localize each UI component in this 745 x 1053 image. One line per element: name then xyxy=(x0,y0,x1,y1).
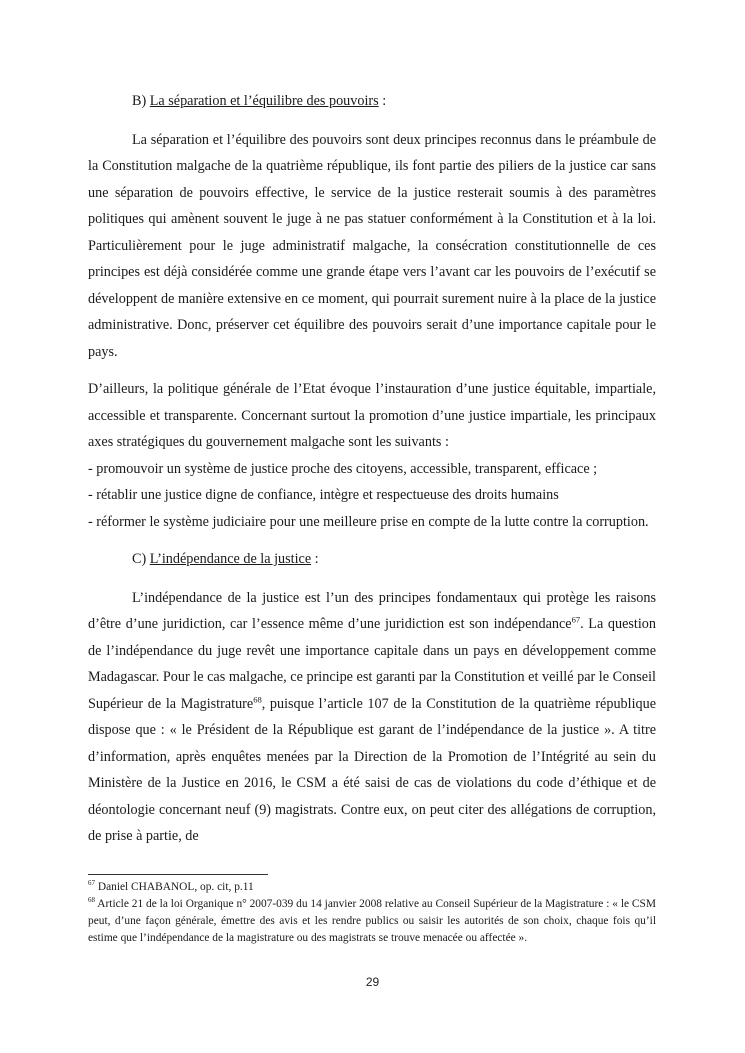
section-b-suffix: : xyxy=(378,93,387,109)
section-c-suffix: : xyxy=(311,551,319,567)
paragraph-separation-pouvoirs: La séparation et l’équilibre des pouvoirs sont deux principes reconnus dans le préambule de la Constitution malgache de la quatrième république, ils font partie des piliers de la justice car sans une séparation de pouvoirs effective, le service de la justice resterait soumis à des paramètres politiques qui amènent souvent le juge à ne pas statuer conformément à la Constitution et à la loi. Particulièrement pour le juge administratif malgache, la consécration constitutionnelle de ces principes est déjà considérée comme une grande étape vers l’avant car les pouvoirs de l’exécutif se développent de manière extensive en ce moment, qui pourrait surement nuire à la place de la justice administrative. Donc, préserver cet équilibre des pouvoirs serait d’une importance capitale pour le pays. xyxy=(88,131,656,360)
section-heading-b xyxy=(88,88,656,115)
strategic-axes-list xyxy=(88,456,656,536)
footnote-68 xyxy=(88,896,656,947)
section-c-title: L’indépendance de la justice xyxy=(149,551,312,567)
footnote-ref-68[interactable]: 68 xyxy=(253,693,262,704)
section-b-prefix: B) xyxy=(132,93,150,109)
footnote-number: 68 xyxy=(88,896,95,905)
paragraph-text-part: , puisque l’article 107 de la Constitution de la quatrième république dispose que : « le Président de la République est garant de l’indépendance de la justice ». A titre d’information, après enquêtes menées par la Direction de la Promotion de l’Intégrité au sein du Ministère de la Justice en 2016, le CSM a été saisi de cas de violations du code d’éthique et de déontologie concernant neuf (9) magistrats. Contre eux, on peut citer des allégations de corruption, de prise à partie, de xyxy=(88,695,656,844)
section-c-prefix: C) xyxy=(132,551,150,567)
paragraph-text-part: . La question de l’indépendance du juge revêt une importance capitale dans un pays en développement comme Madagascar. Pour le cas malgache, ce principe est garanti par la Constitution et veillé par le Conseil Supérieur de la Magistrature xyxy=(88,616,656,712)
page-number: 29 xyxy=(365,975,380,989)
footnote-number: 67 xyxy=(88,879,95,888)
paragraph-politique-generale: D’ailleurs, la politique générale de l’Etat évoque l’instauration d’une justice équitable, impartiale, accessible et transparente. Concernant surtout la promotion d’une justice impartiale, les principaux axes stratégiques du gouvernement malgache sont les suivants : xyxy=(88,381,656,450)
section-heading-c xyxy=(88,546,656,573)
footnotes xyxy=(88,879,656,947)
footnote-separator xyxy=(88,874,268,875)
page-body xyxy=(88,88,656,861)
footnote-text: Daniel CHABANOL, op. cit, p.11 xyxy=(95,881,254,893)
list-item: - réformer le système judiciaire pour une meilleure prise en compte de la lutte contre la corruption. xyxy=(88,513,649,530)
footnote-ref-67[interactable]: 67 xyxy=(571,614,581,625)
footnote-67 xyxy=(88,879,656,896)
list-item: - promouvoir un système de justice proche des citoyens, accessible, transparent, efficace ; xyxy=(88,460,598,477)
list-item: - rétablir une justice digne de confiance, intègre et respectueuse des droits humains xyxy=(88,487,559,503)
section-b-title: La séparation et l’équilibre des pouvoirs xyxy=(149,93,379,109)
footnote-text: Article 21 de la loi Organique n° 2007-039 du 14 janvier 2008 relative au Conseil Supérieur de la Magistrature : « le CSM peut, d’une façon générale, émettre des avis et les rendre publics ou saisir les autorités de son choix, chaque fois qu’il estime que l’indépendance de la magistrature ou des magistrats se trouve menacée ou affectée ». xyxy=(88,898,656,944)
paragraph-independance-justice xyxy=(88,585,656,850)
paragraph-text-part: L’indépendance de la justice est l’un des principes fondamentaux qui protège les raisons d’être d’une juridiction, car l’essence même d’une juridiction est son indépendance xyxy=(88,589,656,632)
